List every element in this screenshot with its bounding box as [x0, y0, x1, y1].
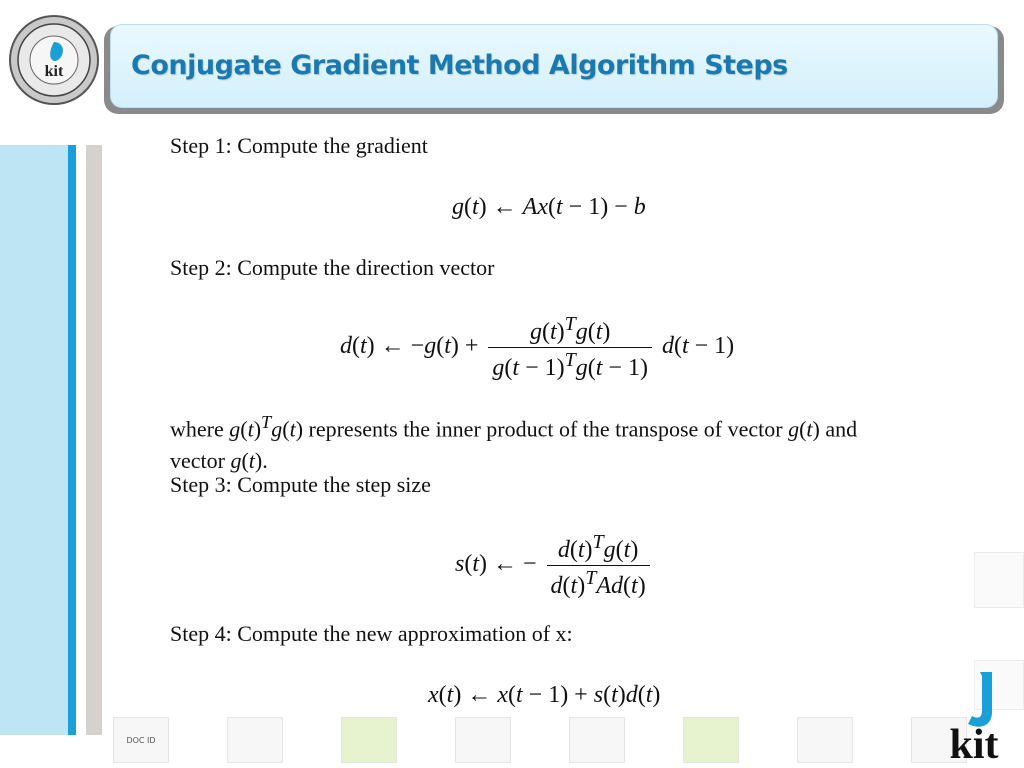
doc-id-label: DOC ID	[126, 736, 156, 745]
footer-doc-id-box	[113, 717, 169, 763]
step-4-heading: Step 4: Compute the new approximation of x:	[170, 621, 573, 646]
footer-decor-box	[569, 717, 625, 763]
footer-decor-box	[455, 717, 511, 763]
footer-decor-box	[797, 717, 853, 763]
page-title: Conjugate Gradient Method Algorithm Steps	[131, 50, 788, 81]
step-size-fraction: $\frac{d(t)^Tg(t)}{d(t)^TAd(t)}$	[547, 530, 650, 601]
left-accent-light	[0, 145, 68, 735]
title-banner	[110, 24, 998, 108]
equation-direction-vector: d(t) ← −g(t) + $\frac{g(t)^Tg(t)}{g(t - 1)^Tg(t - 1)}$ d(t − 1)	[340, 313, 735, 381]
equation-new-approximation: x(t) ← x(t − 1) + s(t)d(t)	[428, 682, 661, 708]
footer-decor-box-green	[341, 717, 397, 763]
equation-step-size: s(t) ← − $\frac{d(t)^Tg(t)}{d(t)^TAd(t)}$	[455, 530, 654, 601]
seal-logo-text: kit	[44, 63, 64, 80]
direction-fraction: $\frac{g(t)^Tg(t)}{g(t - 1)^Tg(t - 1)}$	[488, 312, 652, 383]
where-explanation: where $g(t)^Tg(t)$ represents the inner product of the transpose of vector g(t) and vector g(t).	[170, 412, 858, 474]
institute-seal-logo	[8, 14, 100, 106]
footer-decor-box	[227, 717, 283, 763]
kit-logo-text: kit	[949, 722, 999, 764]
step-3-heading: Step 3: Compute the step size	[170, 472, 431, 497]
kit-logo	[928, 668, 1020, 764]
step-2-heading: Step 2: Compute the direction vector	[170, 255, 495, 280]
footer-decor-box-green	[683, 717, 739, 763]
left-accent-gray	[86, 145, 102, 735]
equation-gradient: g(t) ← Ax(t − 1) − b	[452, 194, 646, 220]
side-decor-box	[974, 552, 1024, 608]
left-accent-blue	[68, 145, 76, 735]
step-1-heading: Step 1: Compute the gradient	[170, 133, 428, 158]
